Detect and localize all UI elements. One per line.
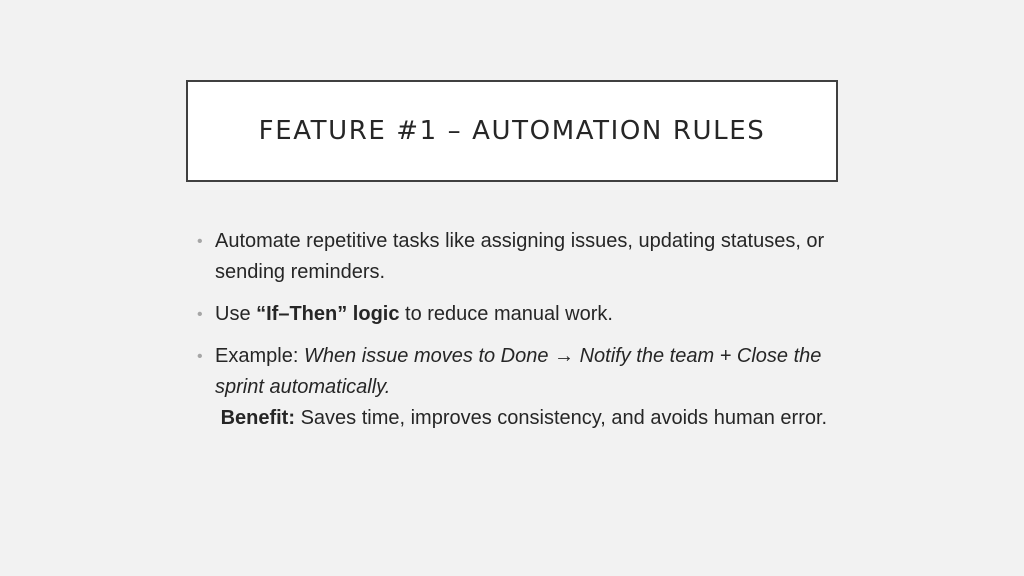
- bullet-prefix: Example:: [215, 345, 304, 367]
- bullet-text: Automate repetitive tasks like assigning issues, updating statuses, or sending reminders.: [215, 230, 825, 283]
- bullet-list: [197, 226, 837, 445]
- benefit-label: Benefit:: [220, 407, 296, 429]
- bullet-item-example: [197, 341, 837, 434]
- benefit-text: Saves time, improves consistency, and avoids human error.: [295, 407, 828, 429]
- bullet-item-if-then: [197, 299, 837, 330]
- slide-title: FEATURE #1 – AUTOMATION RULES: [258, 116, 766, 146]
- bullet-suffix: to reduce manual work.: [399, 303, 613, 325]
- bullet-item-automate: [197, 226, 837, 288]
- title-box: [186, 80, 838, 182]
- bullet-dot-icon: •: [197, 306, 203, 323]
- bullet-prefix: Use: [215, 303, 257, 325]
- bullet-dot-icon: •: [197, 233, 203, 250]
- bullet-dot-icon: •: [197, 348, 203, 365]
- bullet-bold-phrase: “If–Then” logic: [256, 303, 400, 325]
- example-italic-text: When issue moves to Done → Notify the team + Close the sprint automatically.: [215, 345, 822, 398]
